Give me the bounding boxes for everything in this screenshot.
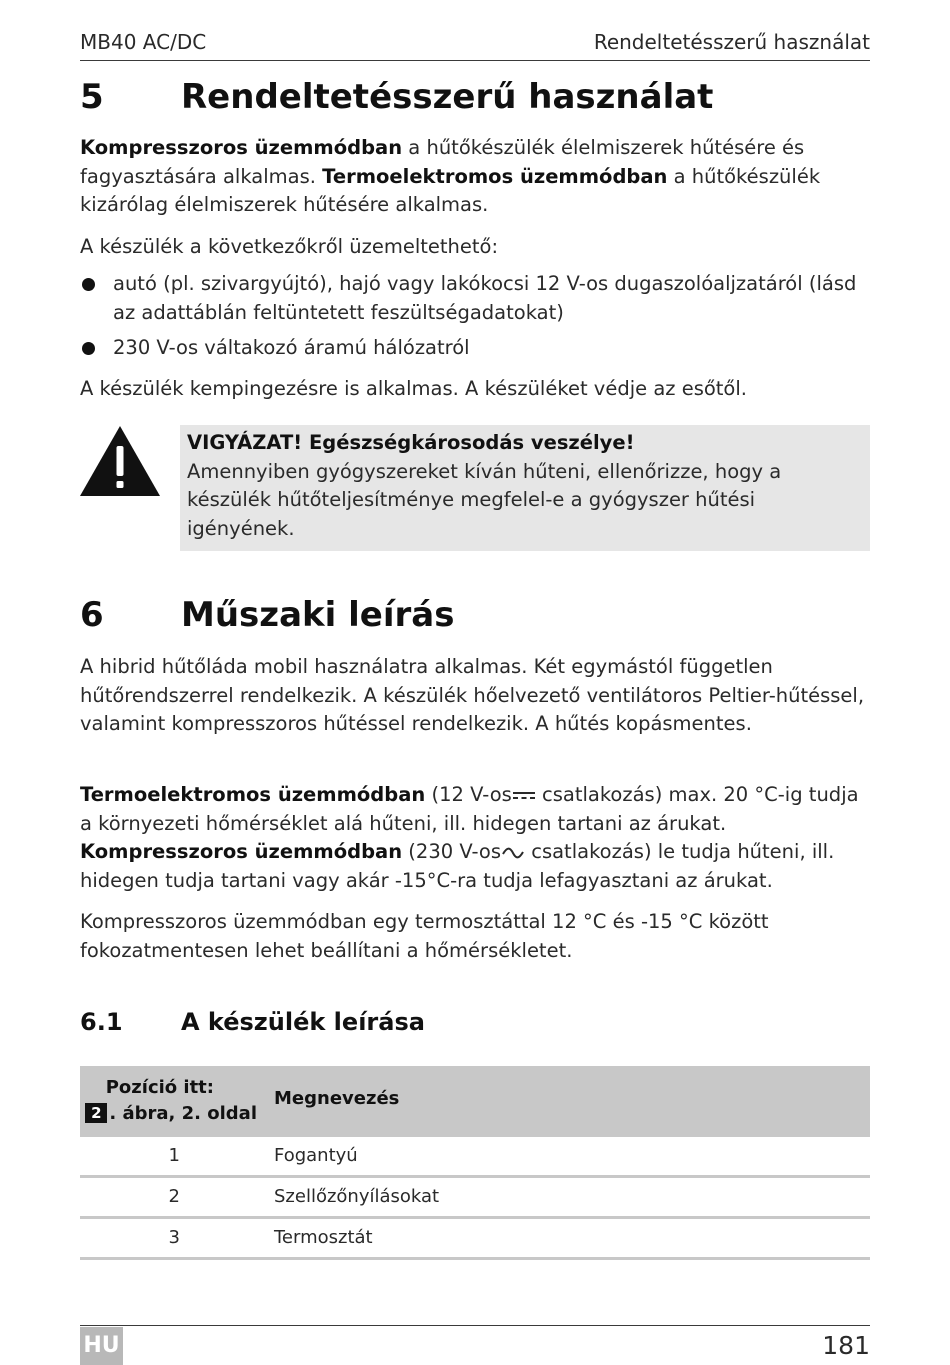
list-item	[80, 334, 870, 363]
warning-box	[180, 425, 870, 551]
list-item-text: autó (pl. szivargyújtó), hajó vagy lakókocsi 12 V-os dugaszolóaljzatáról (lásd az adattáblán feltüntetett feszültségadatokat)	[113, 272, 857, 324]
header-position-line2	[80, 1101, 257, 1127]
list-item-text: 230 V-os váltakozó áramú hálózatról	[113, 336, 470, 359]
header-chapter: Rendeltetésszerű használat	[593, 30, 870, 54]
section-title: Rendeltetésszerű használat	[181, 77, 714, 117]
text-run: csatlakozás) max. 20 °C-ig tudja a környezeti hőmérséklet alá hűteni, ill. hidegen tartani az árukat.	[80, 783, 859, 835]
bold-term: Termoelektromos üzemmódban	[322, 164, 668, 188]
row-position: 2	[168, 1186, 180, 1207]
text-run: csatlakozás) le tudja hűteni, ill. hidegen tudja tartani vagy akár -15°C-ra tudja lefagyasztani az árukat.	[80, 840, 835, 892]
section-number: 5	[80, 77, 104, 117]
header-model: MB40 AC/DC	[80, 30, 207, 54]
parts-table	[80, 1066, 870, 1260]
warning-text: Amennyiben gyógyszereket kíván hűteni, ellenőrizze, hogy a készülék hűtőteljesítménye megfelel-e a gyógyszer hűtési igényének.	[187, 459, 782, 540]
page-number: 181	[822, 1331, 870, 1360]
bold-term: Termoelektromos üzemmódban	[80, 783, 426, 806]
row-name: Fogantyú	[274, 1145, 358, 1166]
table-row	[80, 1219, 870, 1260]
section-title: A készülék leírása	[181, 1008, 425, 1036]
footer-divider	[80, 1325, 870, 1326]
page-header	[80, 28, 870, 61]
bold-term: Kompresszoros üzemmódban	[80, 136, 403, 159]
section-5-paragraph-3: A készülék kempingezésre is alkalmas. A készüléket védje az esőtől.	[80, 377, 747, 400]
table-row	[80, 1178, 870, 1219]
header-position	[80, 1075, 257, 1127]
header-name: Megnevezés	[274, 1088, 400, 1109]
header-position-ref: . ábra, 2. oldal	[109, 1103, 257, 1124]
row-position: 3	[168, 1227, 180, 1248]
header-position-line1: Pozíció itt:	[105, 1077, 214, 1098]
section-5-paragraph-2: A készülék a következőkről üzemeltethető:	[80, 235, 499, 258]
list-item	[80, 270, 870, 327]
section-number: 6.1	[80, 1008, 123, 1036]
section-title: Műszaki leírás	[181, 595, 455, 635]
text-run: a hűtőkészülék élelmiszerek hűtésére és fagyasztására alkalmas.	[80, 136, 805, 188]
table-row	[80, 1137, 870, 1178]
section-6-paragraph-2	[80, 781, 870, 895]
power-source-list	[80, 270, 870, 370]
section-number: 6	[80, 595, 104, 635]
row-name: Szellőzőnyílásokat	[274, 1186, 440, 1207]
warning-triangle-icon	[79, 424, 161, 498]
figure-number-badge: 2	[85, 1103, 107, 1123]
ac-symbol-icon	[501, 847, 525, 859]
dc-symbol-icon	[512, 790, 536, 802]
section-6-paragraph-1: A hibrid hűtőláda mobil használatra alkalmas. Két egymástól független hűtőrendszerrel rendelkezik. A készülék hőelvezető ventilátoros Peltier-hűtéssel, valamint kompresszoros hűtéssel rendelkezik. A hűtés kopásmentes.	[80, 655, 865, 735]
bullet-icon	[82, 278, 95, 291]
text-run: (230 V-os	[402, 840, 502, 863]
section-6-paragraph-3: Kompresszoros üzemmódban egy termosztáttal 12 °C és -15 °C között fokozatmentesen lehet beállítani a hőmérsékletet.	[80, 910, 769, 962]
row-name: Termosztát	[274, 1227, 373, 1248]
section-5-paragraph-1	[80, 134, 870, 220]
bullet-icon	[82, 342, 95, 355]
text-run: a hűtőkészülék kizárólag élelmiszerek hűtésére alkalmas.	[80, 164, 821, 216]
text-run: (12 V-os	[425, 783, 512, 806]
bold-term: Kompresszoros üzemmódban	[80, 840, 403, 863]
language-badge: HU	[80, 1327, 123, 1365]
warning-title: VIGYÁZAT! Egészségkárosodás veszélye!	[187, 431, 635, 454]
table-header	[80, 1066, 870, 1137]
row-position: 1	[168, 1145, 180, 1166]
